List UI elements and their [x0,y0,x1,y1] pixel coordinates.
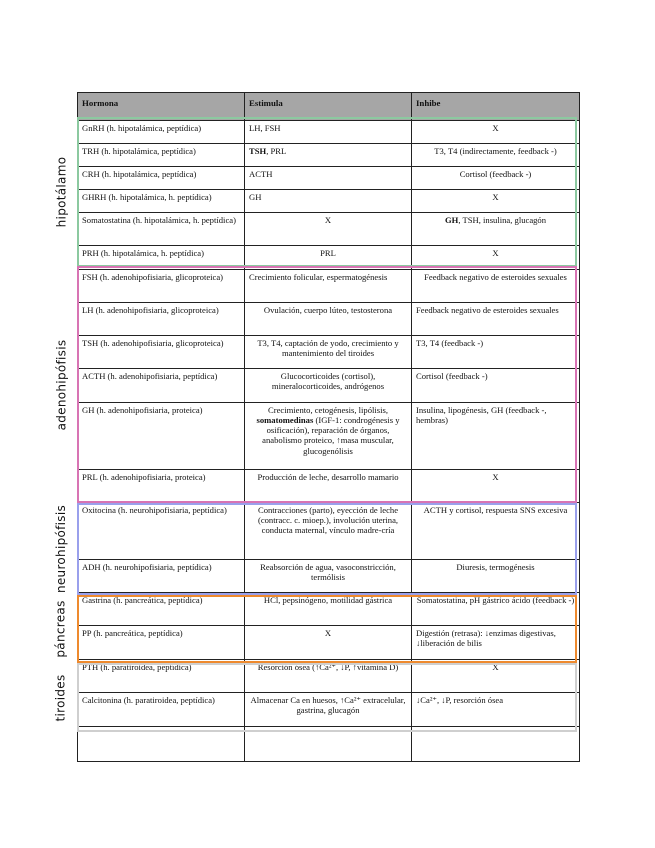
inhibits-cell: Cortisol (feedback -) [412,167,580,190]
bold-text: somatomedinas [256,415,314,426]
hormone-cell: CRH (h. hipotalámica, peptídica) [78,167,245,190]
inhibits-cell: X [412,470,580,503]
table-row [78,190,580,213]
table-header-row [78,93,580,121]
table-row [78,336,580,369]
inhibits-cell: Digestión (retrasa): ↓enzimas digestivas, ↓liberación de bilis [412,626,580,660]
stimulates-cell: LH, FSH [245,121,412,144]
stimulates-cell: Crecimiento folicular, espermatogénesis [245,270,412,303]
stimulates-cell: Reabsorción de agua, vasoconstricción, termólisis [245,560,412,593]
inhibits-cell: X [412,660,580,693]
text: (IGF-1: condrogénesis y osificación), reparación de órganos, anabolismo proteico, ↑masa muscular, glucogenólisis [262,415,400,456]
header-hormona: Hormona [78,93,245,121]
stimulates-cell: T3, T4, captación de yodo, crecimiento y mantenimiento del tiroides [245,336,412,369]
stimulates-cell: ACTH [245,167,412,190]
side-label-text: hipotálamo [54,156,68,228]
empty-cell [412,727,580,762]
stimulates-cell: GH [245,190,412,213]
header-inhibe: Inhibe [412,93,580,121]
side-label-text: páncreas [54,600,69,658]
stimulates-cell: PRL [245,246,412,270]
inhibits-cell: T3, T4 (feedback -) [412,336,580,369]
hormone-cell: Oxitocina (h. neurohipofisiaria, peptídica) [78,503,245,560]
stimulates-cell: Glucocorticoides (cortisol), mineralocorticoides, andrógenos [245,369,412,403]
hormone-cell: GnRH (h. hipotalámica, peptídica) [78,121,245,144]
table-row [78,693,580,727]
hormone-cell: PRL (h. adenohipofisiaria, proteica) [78,470,245,503]
hormone-cell: ACTH (h. adenohipofisiaria, peptídica) [78,369,245,403]
stimulates-cell: Ovulación, cuerpo lúteo, testosterona [245,303,412,336]
inhibits-cell: X [412,121,580,144]
table-row [78,144,580,167]
hormone-cell: TSH (h. adenohipofisiaria, glicoproteica) [78,336,245,369]
inhibits-cell [412,213,580,246]
inhibits-cell: Feedback negativo de esteroides sexuales [412,270,580,303]
hormone-cell: GHRH (h. hipotalámica, h. peptídica) [78,190,245,213]
empty-cell [245,727,412,762]
hormone-cell: LH (h. adenohipofisiaria, glicoproteica) [78,303,245,336]
hormone-cell: PP (h. pancreática, peptídica) [78,626,245,660]
text: Crecimiento, cetogénesis, lipólisis, [267,405,389,415]
inhibits-cell: ↓Ca²⁺, ↓P, resorción ósea [412,693,580,727]
side-label-pancreas [48,595,74,663]
table-row [78,626,580,660]
side-label-neurohipofisis [48,503,74,595]
side-label-text: tiroides [54,673,69,722]
hormone-cell: ADH (h. neurohipofisiaria, peptídica) [78,560,245,593]
table-row [78,369,580,403]
stimulates-cell: X [245,626,412,660]
stimulates-cell: Producción de leche, desarrollo mamario [245,470,412,503]
stimulates-cell [245,144,412,167]
table-row [78,246,580,270]
inhibits-cell: Cortisol (feedback -) [412,369,580,403]
hormone-cell: PRH (h. hipotalámica, h. peptídica) [78,246,245,270]
empty-cell [78,727,245,762]
hormone-cell: Calcitonina (h. paratiroidea, peptídica) [78,693,245,727]
table-row [78,213,580,246]
stimulates-cell [245,403,412,470]
stimulates-cell: Resorción ósea (↑Ca²⁺, ↓P, ↑vitamina D) [245,660,412,693]
bold-text: GH [444,215,459,225]
table-row [78,593,580,626]
hormone-cell: Somatostatina (h. hipotalámica, h. peptídica) [78,213,245,246]
stimulates-cell: Contracciones (parto), eyección de leche (contracc. c. mioep.), involución uterina, conducta maternal, vínculo madre-cría [245,503,412,560]
stimulates-cell: X [245,213,412,246]
side-label-adenohipofisis [48,266,74,503]
table-row [78,121,580,144]
inhibits-cell: ACTH y cortisol, respuesta SNS excesiva [412,503,580,560]
header-estimula: Estimula [245,93,412,121]
table-row [78,403,580,470]
stimulates-cell: Almacenar Ca en huesos, ↑Ca²⁺ extracelular, gastrina, glucagón [245,693,412,727]
inhibits-cell: Diuresis, termogénesis [412,560,580,593]
table-row [78,560,580,593]
hormone-cell: TRH (h. hipotalámica, peptídica) [78,144,245,167]
stimulates-cell: HCl, pepsinógeno, motilidad gástrica [245,593,412,626]
hormone-cell: PTH (h. paratiroidea, peptídica) [78,660,245,693]
table-row [78,503,580,560]
hormone-table [77,92,580,762]
inhibits-cell: T3, T4 (indirectamente, feedback -) [412,144,580,167]
inhibits-cell: Feedback negativo de esteroides sexuales [412,303,580,336]
hormone-cell: Gastrina (h. pancreática, peptídica) [78,593,245,626]
inhibits-cell: X [412,190,580,213]
bold-text: TSH [249,146,267,156]
empty-row [78,727,580,762]
inhibits-cell: Insulina, lipogénesis, GH (feedback -, hembras) [412,403,580,470]
inhibits-cell: Somatostatina, pH gástrico ácido (feedback -) [412,593,580,626]
table-row [78,270,580,303]
table-row [78,303,580,336]
table-row [78,167,580,190]
text: , TSH, insulina, glucagón [458,215,547,225]
table-row [78,660,580,693]
hormone-cell: FSH (h. adenohipofisiaria, glicoproteica) [78,270,245,303]
table-row [78,470,580,503]
side-label-hipotalamo [48,117,74,267]
side-label-tiroides [48,663,74,732]
side-label-text: adenohipófisis [54,339,69,430]
hormone-cell: GH (h. adenohipofisiaria, proteica) [78,403,245,470]
text: , PRL [266,146,287,156]
side-label-text: neurohipófisis [54,504,69,594]
inhibits-cell: X [412,246,580,270]
